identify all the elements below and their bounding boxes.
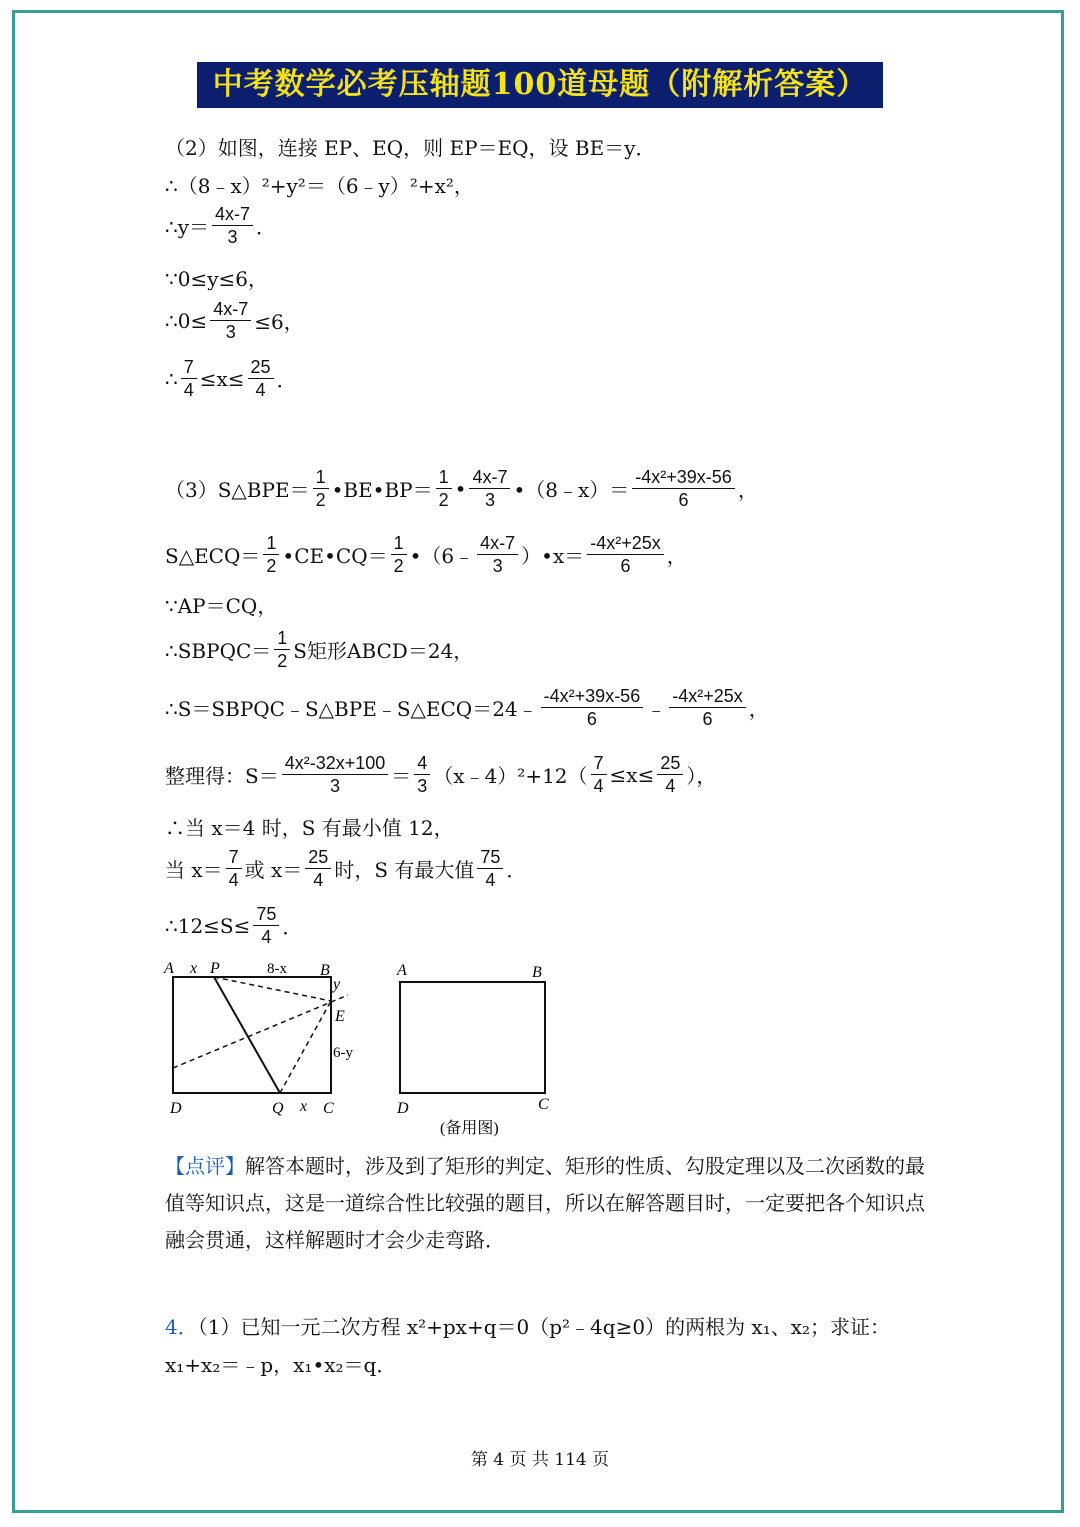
geometry-figure — [160, 955, 560, 1140]
p2-line-4: ∵0≤y≤6， — [165, 267, 268, 291]
fraction: $\frac{25}{4}$ — [248, 356, 274, 401]
spare-caption: (备用图) — [440, 1120, 499, 1137]
fraction: $\frac{7}{4}$ — [181, 356, 197, 401]
review-tag: 【点评】 — [165, 1154, 245, 1178]
segment-qe — [280, 1001, 331, 1093]
label-8-x: 8-x — [267, 961, 287, 977]
spare-label-d: D — [397, 1100, 409, 1117]
p2-line-3: ∴y＝ $\frac{4x-7}{3}$ ． — [165, 204, 277, 247]
p3-line-6: 整理得：S＝ $\frac{\text{4x²-32x+100}}{3}$ ＝ $\frac{4}{3}$ （x﹣4）²+12（ $\frac{7}{4}$ ≤x≤ $\frac{25}{4}$ ）， — [165, 753, 717, 796]
label-q: Q — [272, 1100, 284, 1117]
p2-line-1: （2）如图，连接 EP、EQ，则 EP＝EQ，设 BE＝y． — [165, 136, 656, 160]
label-e: E — [335, 1008, 345, 1025]
segment-pe — [214, 977, 331, 1001]
review-text: 解答本题时，涉及到了矩形的判定、矩形的性质、勾股定理以及二次函数的最值等知识点，这是一道综合性比较强的题目，所以在解答题目时，一定要把各个知识点融会贯通，这样解题时才会少走弯路． — [165, 1154, 925, 1252]
label-x-bottom: x — [300, 1098, 308, 1115]
label-b: B — [320, 962, 330, 979]
p2-line-5: ∴0≤ $\frac{4x-7}{3}$ ≤6， — [165, 299, 304, 342]
rectangle-abcd-spare — [400, 982, 545, 1093]
page-title: 中考数学必考压轴题100道母题（附解析答案） — [197, 62, 883, 108]
p3-line-2: S△ECQ＝ $\frac{1}{2}$ •CE•CQ＝ $\frac{1}{2}$ •（6﹣ $\frac{4x-7}{3}$ ）•x＝ $\frac{\text{-4x²+25x}}{6}$ ， — [165, 533, 687, 576]
spare-label-b: B — [532, 964, 542, 981]
label-a: A — [164, 960, 174, 977]
label-y: y — [333, 976, 341, 993]
p3-line-9: ∴12≤S≤ $\frac{75}{4}$ ． — [165, 904, 303, 947]
question-text-2: x₁+x₂＝﹣p，x₁•x₂＝q． — [165, 1353, 397, 1377]
p3-line-7: ∴当 x＝4 时，S 有最小值 12， — [165, 816, 454, 840]
fraction: $\frac{4x-7}{3}$ — [212, 203, 253, 248]
fraction: $\frac{4x-7}{3}$ — [210, 298, 251, 343]
p2-line-6: ∴ $\frac{7}{4}$ ≤x≤ $\frac{25}{4}$ ． — [165, 357, 297, 400]
label-6-y: 6-y — [333, 1045, 353, 1061]
question-text-1: （1）已知一元二次方程 x²+px+q＝0（p²﹣4q≥0）的两根为 x₁、x₂；求证： — [197, 1315, 891, 1339]
p2-line-2: ∴（8﹣x）²+y²＝（6﹣y）²+x²， — [165, 174, 474, 198]
p3-line-1: （3）S△BPE＝ $\frac{1}{2}$ •BE•BP＝ $\frac{1}{2}$ • $\frac{4x-7}{3}$ •（8﹣x）＝ $\frac{\text{-4x²+39x-56}}{6}$ ， — [165, 467, 758, 510]
label-d: D — [170, 1100, 182, 1117]
label-c: C — [323, 1100, 334, 1117]
label-x-top: x — [190, 960, 198, 977]
spare-label-c: C — [538, 1096, 549, 1113]
p3-line-5: ∴S＝SBPQC﹣S△BPE﹣S△ECQ＝24﹣ $\frac{\text{-4x²+39x-56}}{6}$ ﹣ $\frac{\text{-4x²+25x}}{6}$ ， — [165, 686, 769, 729]
p3-line-4: ∴SBPQC＝ $\frac{1}{2}$ S矩形ABCD＝24， — [165, 628, 474, 671]
question-number: 4． — [165, 1315, 198, 1339]
p3-line-8: 当 x＝ $\frac{7}{4}$ 或 x＝ $\frac{25}{4}$ 时，S 有最大值 $\frac{75}{4}$ ． — [165, 847, 527, 890]
spare-label-a: A — [397, 962, 407, 979]
page-footer: 第 4 页 共 114 页 — [470, 1450, 610, 1470]
segment-pq — [214, 977, 280, 1093]
label-p: P — [210, 960, 220, 977]
question-4 — [165, 1308, 925, 1384]
review-paragraph — [165, 1148, 925, 1259]
p3-line-3: ∵AP＝CQ， — [165, 594, 278, 618]
